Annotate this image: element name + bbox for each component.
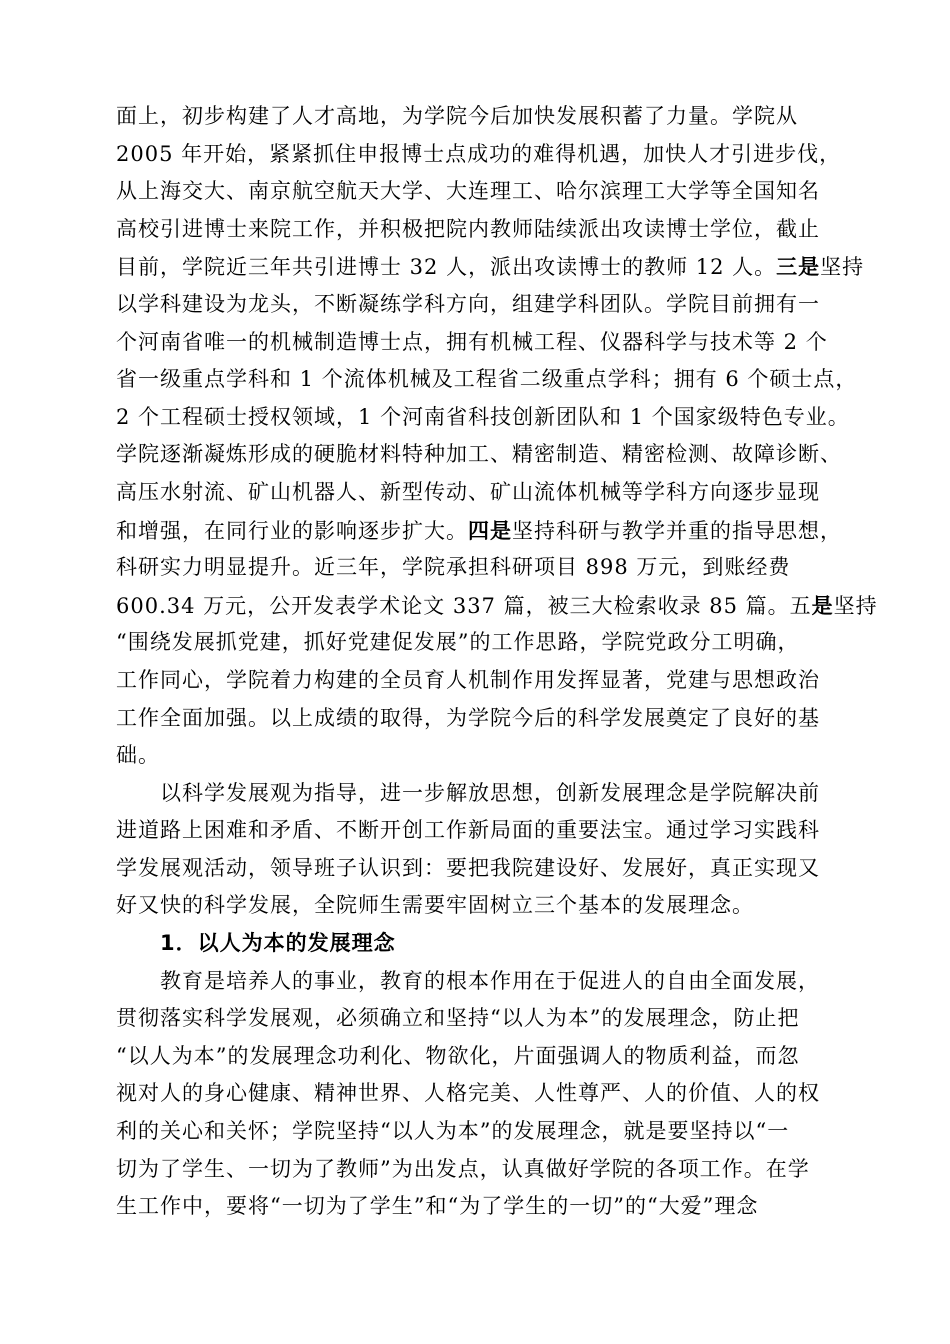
paragraph-line: 2 个工程硕士授权领域，1 个河南省科技创新团队和 1 个国家级特色专业。 bbox=[116, 404, 850, 429]
bold-marker: 三是 bbox=[776, 254, 821, 280]
line-text: 坚持科研与教学并重的指导思想， bbox=[512, 518, 842, 543]
paragraph-line: 从上海交大、南京航空航天大学、大连理工、哈尔滨理工大学等全国知名 bbox=[116, 179, 820, 204]
body-text bbox=[116, 98, 878, 1226]
paragraph-line: “以人为本”的发展理念功利化、物欲化，片面强调人的物质利益，而忽 bbox=[116, 1043, 800, 1068]
paragraph-line bbox=[116, 512, 854, 550]
paragraph-line: 利的关心和关怀；学院坚持“以人为本”的发展理念，就是要坚持以“一 bbox=[116, 1119, 790, 1144]
paragraph-line: 2005 年开始，紧紧抓住申报博士点成功的难得机遇，加快人才引进步伐， bbox=[116, 141, 842, 166]
paragraph-line: 贯彻落实科学发展观，必须确立和坚持“以人为本”的发展理念，防止把 bbox=[116, 1006, 800, 1031]
paragraph-line: 省一级重点学科和 1 个流体机械及工程省二级重点学科；拥有 6 个硕士点， bbox=[116, 367, 858, 392]
paragraph-line: 生工作中，要将“一切为了学生”和“为了学生的一切”的“大爱”理念 bbox=[116, 1194, 759, 1219]
paragraph-line: 切为了学生、一切为了教师”为出发点，认真做好学院的各项工作。在学 bbox=[116, 1156, 810, 1181]
paragraph-line: 科研实力明显提升。近三年，学院承担科研项目 898 万元，到账经费 bbox=[116, 555, 791, 580]
paragraph-line: 工作同心，学院着力构建的全员育人机制作用发挥显著，党建与思想政治 bbox=[116, 667, 820, 692]
line-text: 目前，学院近三年共引进博士 32 人，派出攻读博士的教师 12 人。 bbox=[116, 255, 777, 280]
line-text: 和增强，在同行业的影响逐步扩大。 bbox=[116, 518, 468, 543]
paragraph-line: 个河南省唯一的机械制造博士点，拥有机械工程、仪器科学与技术等 2 个 bbox=[116, 329, 828, 354]
paragraph-line: 面上，初步构建了人才高地，为学院今后加快发展积蓄了力量。学院从 bbox=[116, 104, 798, 128]
line-text: 坚持 bbox=[820, 255, 865, 280]
paragraph-line: 工作全面加强。以上成绩的取得，为学院今后的科学发展奠定了良好的基 bbox=[116, 705, 820, 730]
paragraph-line: 学院逐渐凝炼形成的硬脆材料特种加工、精密制造、精密检测、故障诊断、 bbox=[116, 442, 842, 467]
paragraph-line bbox=[116, 248, 865, 286]
paragraph-line: 学发展观活动，领导班子认识到：要把我院建设好、发展好，真正实现又 bbox=[116, 855, 820, 880]
paragraph-line: 础。 bbox=[116, 743, 160, 768]
paragraph-line: 以学科建设为龙头，不断凝练学科方向，组建学科团队。学院目前拥有一 bbox=[116, 291, 820, 316]
bold-marker: 四是 bbox=[468, 517, 512, 543]
paragraph-line bbox=[116, 587, 878, 625]
line-text: 坚持 bbox=[833, 593, 878, 618]
paragraph-line: 视对人的身心健康、精神世界、人格完美、人性尊严、人的价值、人的权 bbox=[116, 1081, 820, 1106]
paragraph-line: 教育是培养人的事业，教育的根本作用在于促进人的自由全面发展， bbox=[160, 968, 820, 993]
bold-marker: 是 bbox=[811, 592, 834, 618]
paragraph-line: 进道路上困难和矛盾、不断开创工作新局面的重要法宝。通过学习实践科 bbox=[116, 818, 820, 843]
paragraph-line: 高压水射流、矿山机器人、新型传动、矿山流体机械等学科方向逐步显现 bbox=[116, 479, 820, 504]
paragraph-line: 高校引进博士来院工作，并积极把院内教师陆续派出攻读博士学位，截止 bbox=[116, 216, 820, 241]
paragraph-line: 好又快的科学发展，全院师生需要牢固树立三个基本的发展理念。 bbox=[116, 893, 754, 918]
section-heading: 1．以人为本的发展理念 bbox=[160, 931, 396, 956]
paragraph-line: 以科学发展观为指导，进一步解放思想，创新发展理念是学院解决前 bbox=[160, 780, 820, 805]
line-text: 600.34 万元，公开发表学术论文 337 篇，被三大检索收录 85 篇。五 bbox=[116, 593, 812, 618]
paragraph-line: “围绕发展抓党建，抓好党建促发展”的工作思路，学院党政分工明确， bbox=[116, 630, 800, 655]
